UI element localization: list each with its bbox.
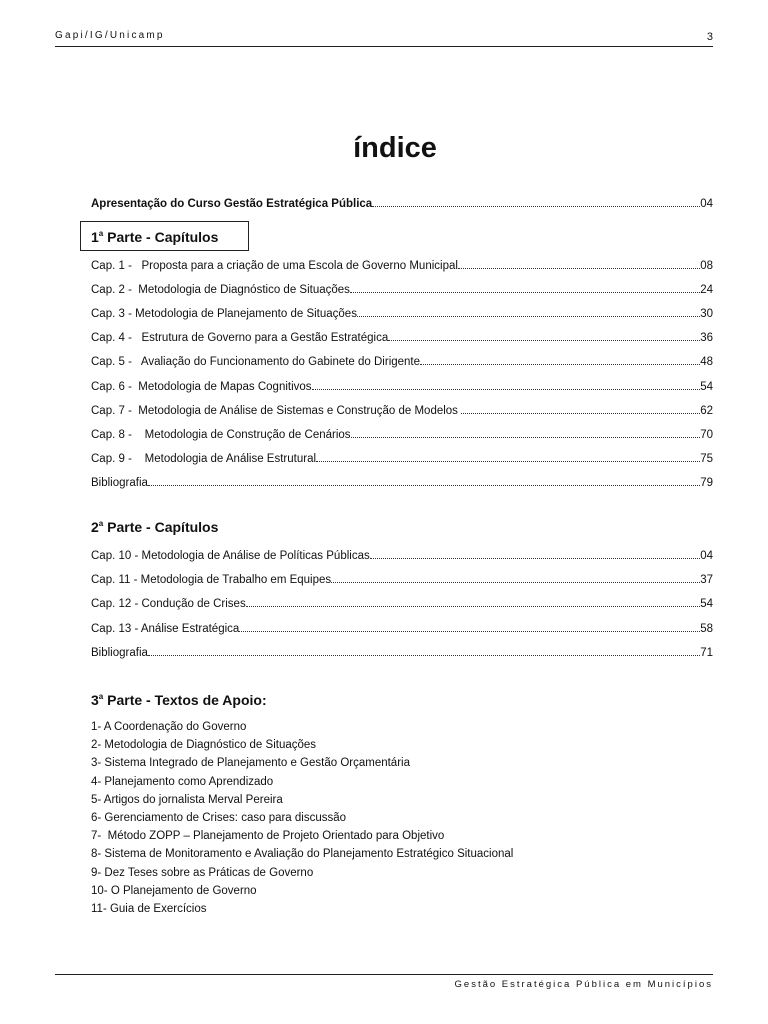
toc-entry xyxy=(91,449,713,465)
support-texts-list xyxy=(91,720,513,920)
dot-leader xyxy=(458,267,700,269)
toc-entry xyxy=(91,425,713,441)
dot-leader xyxy=(316,460,700,462)
page-title: índice xyxy=(353,132,437,164)
page-header xyxy=(55,30,713,47)
list-item: 5- Artigos do jornalista Merval Pereira xyxy=(91,793,283,806)
toc-entry-page: 58 xyxy=(700,622,713,635)
dot-leader xyxy=(148,654,700,656)
page-footer xyxy=(55,974,713,990)
toc-entry-page: 36 xyxy=(700,332,713,345)
toc-entry xyxy=(91,256,713,272)
dot-leader xyxy=(312,388,701,390)
dot-leader xyxy=(148,484,700,486)
list-item: 10- O Planejamento de Governo xyxy=(91,884,257,897)
toc-entry-intro xyxy=(91,194,713,210)
toc-entry-label: Cap. 10 - Metodologia de Análise de Políticas Públicas xyxy=(91,550,370,562)
dot-leader xyxy=(372,205,700,207)
toc-entry xyxy=(91,401,713,417)
page-number: 3 xyxy=(706,31,713,43)
toc-entry xyxy=(91,473,713,489)
toc-entry-page: 70 xyxy=(700,428,713,441)
toc-entry-page: 48 xyxy=(700,356,713,369)
dot-leader xyxy=(420,363,700,365)
toc-entry-label: Cap. 5 - Avaliação do Funcionamento do Gabinete do Dirigente xyxy=(91,356,421,369)
dot-leader xyxy=(239,630,700,632)
toc-entry-label: Cap. 4 - Estrutura de Governo para a Gestão Estratégica xyxy=(91,332,389,345)
toc-entry xyxy=(91,619,713,635)
dot-leader xyxy=(351,436,701,438)
toc-entry-label: Apresentação do Curso Gestão Estratégica Pública xyxy=(91,198,373,210)
toc-entry-label: Cap. 2 - Metodologia de Diagnóstico de Situações xyxy=(91,284,350,297)
list-item: 11- Guia de Exercícios xyxy=(91,902,207,915)
toc-entry-page: 79 xyxy=(700,476,713,489)
toc-entry-page: 30 xyxy=(700,308,713,321)
list-item: 2- Metodologia de Diagnóstico de Situações xyxy=(91,739,317,752)
list-item: 6- Gerenciamento de Crises: caso para discussão xyxy=(91,811,347,824)
list-item: 3- Sistema Integrado de Planejamento e Gestão Orçamentária xyxy=(91,757,410,770)
toc-entry-page: 04 xyxy=(700,550,713,562)
toc-entry xyxy=(91,570,713,586)
list-item: 1- A Coordenação do Governo xyxy=(91,721,247,733)
toc-entry-label: Cap. 3 - Metodologia de Planejamento de Situações xyxy=(91,308,357,321)
toc-entry-label: Cap. 13 - Análise Estratégica xyxy=(91,622,240,635)
dot-leader xyxy=(246,605,701,607)
toc-entry xyxy=(91,328,713,344)
toc-entry-label: Bibliografia xyxy=(91,646,148,659)
toc-entry xyxy=(91,594,713,610)
toc-entry-label: Cap. 11 - Metodologia de Trabalho em Equipes xyxy=(91,574,332,587)
header-institution: Gapi/IG/Unicamp xyxy=(55,30,165,41)
toc-entry-page: 54 xyxy=(700,380,713,393)
toc-entry-label: Bibliografia xyxy=(91,476,148,489)
toc-entry xyxy=(91,377,713,393)
toc-entry-page: 08 xyxy=(700,260,713,272)
toc-entry-page: 04 xyxy=(700,198,713,210)
list-item: 4- Planejamento como Aprendizado xyxy=(91,775,274,788)
toc-entry-page: 71 xyxy=(700,646,713,659)
section-heading-part3: 3$^a$ Parte - Textos de Apoio: xyxy=(91,692,267,708)
list-item: 8- Sistema de Monitoramento e Avaliação do Planejamento Estratégico Situacional xyxy=(91,848,514,861)
toc-entry-page: 37 xyxy=(700,574,713,587)
toc-entry-page: 24 xyxy=(700,284,713,297)
dot-leader xyxy=(331,581,700,583)
section-heading-part2: 2$^a$ Parte - Capítulos xyxy=(91,519,219,535)
toc-entry xyxy=(91,280,713,296)
toc-entry xyxy=(91,304,713,320)
toc-entry-page: 62 xyxy=(700,404,713,417)
toc-entry-label: Cap. 6 - Metodologia de Mapas Cognitivos xyxy=(91,380,312,393)
section-heading-part1: 1$^a$ Parte - Capítulos xyxy=(91,229,219,245)
dot-leader xyxy=(388,339,700,341)
toc-entry-label: Cap. 1 - Proposta para a criação de uma Escola de Governo Municipal xyxy=(91,260,458,272)
toc-entry-label: Cap. 7 - Metodologia de Análise de Sistemas e Construção de Modelos xyxy=(91,404,462,417)
toc-entry-label: Cap. 9 - Metodologia de Análise Estrutural xyxy=(91,452,317,465)
toc-entry xyxy=(91,546,713,562)
toc-entry xyxy=(91,643,713,659)
dot-leader xyxy=(461,412,700,414)
toc-entry-page: 54 xyxy=(700,598,713,611)
footer-text: Gestão Estratégica Pública em Municípios xyxy=(454,979,713,990)
toc-entry-label: Cap. 12 - Condução de Crises xyxy=(91,598,246,611)
dot-leader xyxy=(370,557,700,559)
dot-leader xyxy=(350,291,700,293)
toc-entry-label: Cap. 8 - Metodologia de Construção de Cenários xyxy=(91,428,351,441)
dot-leader xyxy=(357,315,700,317)
list-item: 9- Dez Teses sobre as Práticas de Governo xyxy=(91,866,314,879)
list-item: 7- Método ZOPP – Planejamento de Projeto Orientado para Objetivo xyxy=(91,830,445,843)
toc-entry-page: 75 xyxy=(700,452,713,465)
toc-entry xyxy=(91,352,713,368)
